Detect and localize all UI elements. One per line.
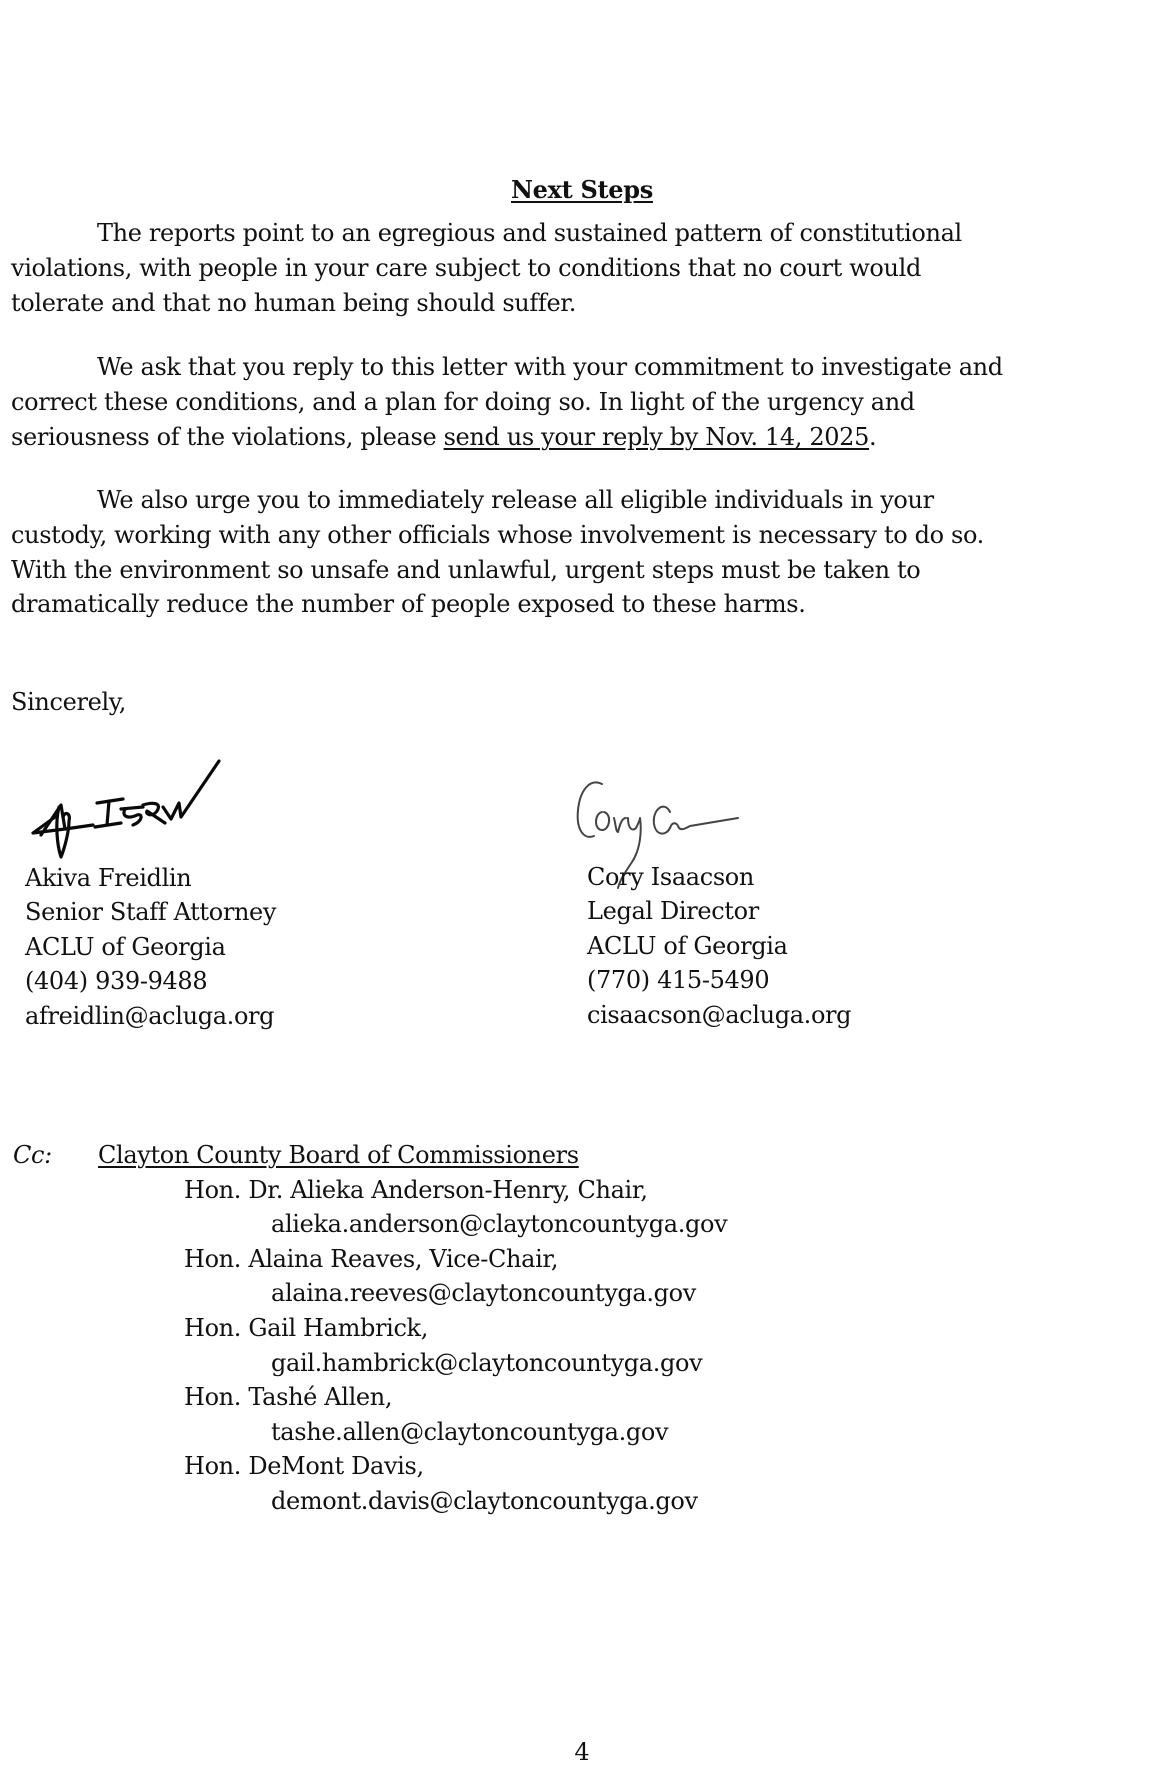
cc-recipient-2-name: Hon. Alaina Reaves, Vice-Chair, [184, 1245, 559, 1273]
signer-2-org: ACLU of Georgia [587, 932, 788, 960]
cc-recipient-3-name: Hon. Gail Hambrick, [184, 1314, 429, 1342]
closing: Sincerely, [11, 688, 127, 716]
paragraph-1-line-1: The reports point to an egregious and sustained pattern of constitutional [97, 219, 962, 247]
cc-recipient-1-name: Hon. Dr. Alieka Anderson-Henry, Chair, [184, 1176, 648, 1204]
paragraph-1-line-3: tolerate and that no human being should suffer. [11, 289, 577, 317]
reply-deadline: send us your reply by Nov. 14, 2025 [443, 423, 870, 451]
paragraph-3-line-1: We also urge you to immediately release all eligible individuals in your [97, 486, 934, 514]
signer-2-title: Legal Director [587, 897, 759, 925]
paragraph-2-line-2: correct these conditions, and a plan for doing so. In light of the urgency and [11, 388, 915, 416]
paragraph-1-line-2: violations, with people in your care subject to conditions that no court would [11, 254, 921, 282]
cc-recipient-5-email[interactable]: demont.davis@claytoncountyga.gov [271, 1487, 698, 1515]
signer-2-phone: (770) 415-5490 [587, 966, 770, 994]
paragraph-2-line-3-suffix: . [869, 423, 877, 451]
signer-1-email[interactable]: afreidlin@acluga.org [25, 1002, 275, 1030]
paragraph-3-line-4: dramatically reduce the number of people exposed to these harms. [11, 590, 806, 618]
signer-1-phone: (404) 939-9488 [25, 967, 208, 995]
cc-recipient-1-email[interactable]: alieka.anderson@claytoncountyga.gov [271, 1210, 728, 1238]
section-heading [0, 175, 1164, 205]
paragraph-2-line-3 [11, 422, 876, 452]
paragraph-3-line-2: custody, working with any other officials whose involvement is necessary to do so. [11, 521, 984, 549]
cc-recipient-5-name: Hon. DeMont Davis, [184, 1452, 424, 1480]
paragraph-3-line-3: With the environment so unsafe and unlawful, urgent steps must be taken to [11, 556, 921, 584]
cc-recipient-3-email[interactable]: gail.hambrick@claytoncountyga.gov [271, 1349, 703, 1377]
signer-2-email[interactable]: cisaacson@acluga.org [587, 1001, 852, 1029]
signature-freidlin-icon [25, 755, 235, 865]
signer-1-org: ACLU of Georgia [25, 933, 226, 961]
cc-recipient-2-email[interactable]: alaina.reeves@claytoncountyga.gov [271, 1279, 696, 1307]
cc-recipient-4-email[interactable]: tashe.allen@claytoncountyga.gov [271, 1418, 669, 1446]
heading-text: Next Steps [511, 175, 653, 204]
paragraph-2-line-1: We ask that you reply to this letter with your commitment to investigate and [97, 353, 1003, 381]
signer-1-name: Akiva Freidlin [25, 864, 192, 892]
cc-recipient-4-name: Hon. Tashé Allen, [184, 1383, 393, 1411]
signer-2-name: Cory Isaacson [587, 863, 755, 891]
cc-group: Clayton County Board of Commissioners [98, 1141, 579, 1169]
paragraph-2-line-3-prefix: seriousness of the violations, please [11, 423, 444, 451]
signer-1-title: Senior Staff Attorney [25, 898, 277, 926]
cc-label: Cc: [13, 1141, 52, 1169]
page-number: 4 [574, 1738, 590, 1766]
